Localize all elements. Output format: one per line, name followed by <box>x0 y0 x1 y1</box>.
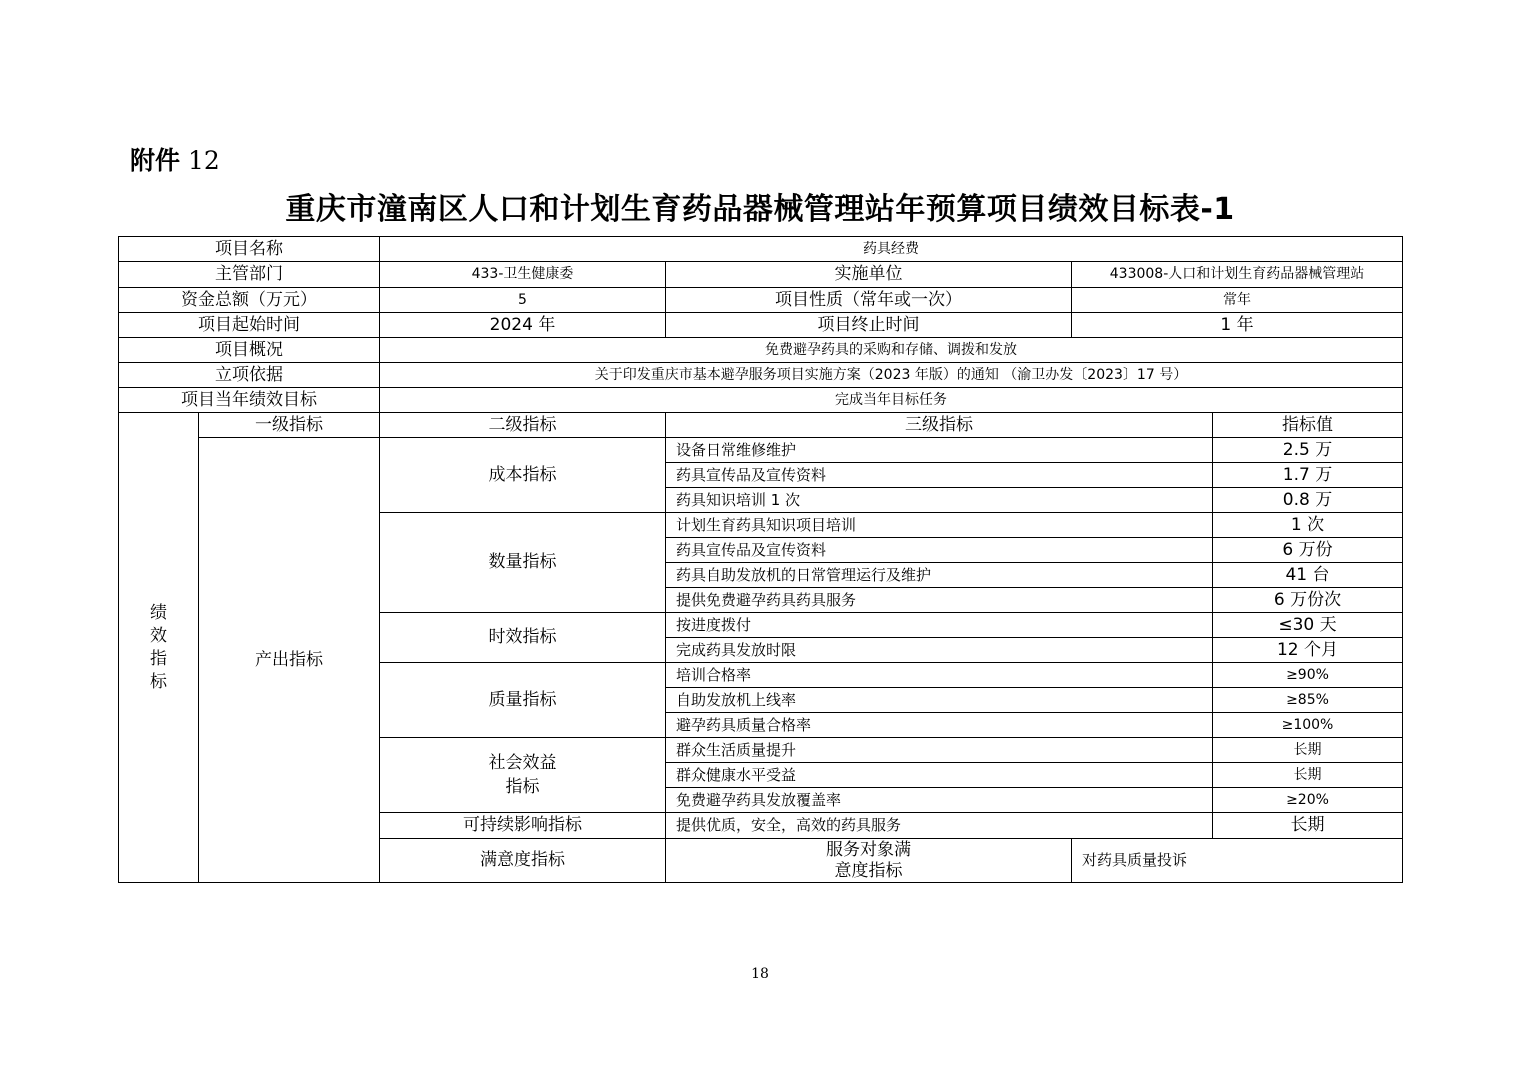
indicator-name: 药具宣传品及宣传资料 <box>666 463 1213 488</box>
satisfaction-level2 <box>666 839 1072 883</box>
group-social-label <box>380 738 666 813</box>
col-value-header: 指标值 <box>1213 413 1403 438</box>
fund-label: 资金总额（万元） <box>119 288 380 313</box>
indicator-name: 群众健康水平受益 <box>666 763 1213 788</box>
output-indicator-label: 产出指标 <box>199 438 380 883</box>
page-title: 重庆市潼南区人口和计划生育药品器械管理站年预算项目绩效目标表-1 <box>285 192 1235 227</box>
indicator-value: 1 次 <box>1213 513 1403 538</box>
overview-label: 项目概况 <box>119 338 380 363</box>
overview-value: 免费避孕药具的采购和存储、调拨和发放 <box>380 338 1403 363</box>
indicator-value: 0.8 万 <box>1213 488 1403 513</box>
end-value: 1 年 <box>1072 313 1403 338</box>
row-period <box>119 313 1403 338</box>
goal-value: 完成当年目标任务 <box>380 388 1403 413</box>
start-label: 项目起始时间 <box>119 313 380 338</box>
dept-value: 433-卫生健康委 <box>380 262 666 288</box>
row-goal <box>119 388 1403 413</box>
attachment-label-text: 附件 <box>130 146 181 175</box>
fund-value: 5 <box>380 288 666 313</box>
group-timeliness-label: 时效指标 <box>380 613 666 663</box>
row-project-name <box>119 237 1403 262</box>
group-sustainable-label: 可持续影响指标 <box>380 813 666 839</box>
indicator-name: 避孕药具质量合格率 <box>666 713 1213 738</box>
indicator-value: ≤30 天 <box>1213 613 1403 638</box>
indicator-name: 药具知识培训 1 次 <box>666 488 1213 513</box>
start-value: 2024 年 <box>380 313 666 338</box>
indicator-name: 药具宣传品及宣传资料 <box>666 538 1213 563</box>
indicator-name: 自助发放机上线率 <box>666 688 1213 713</box>
indicator-name: 计划生育药具知识项目培训 <box>666 513 1213 538</box>
indicator-value: ≥90% <box>1213 663 1403 688</box>
indicator-value: 6 万份次 <box>1213 588 1403 613</box>
indicator-value: 41 台 <box>1213 563 1403 588</box>
indicator-value: 1.7 万 <box>1213 463 1403 488</box>
table-row <box>119 438 1403 463</box>
basis-label: 立项依据 <box>119 363 380 388</box>
attachment-label <box>130 144 220 178</box>
indicator-value: 长期 <box>1213 813 1403 839</box>
indicator-value: ≥20% <box>1213 788 1403 813</box>
satisfaction-indicator-label: 满意度指标 <box>380 839 666 883</box>
unit-label: 实施单位 <box>666 262 1072 288</box>
group-social-text: 社会效益指标 <box>488 753 557 797</box>
unit-value: 433008-人口和计划生育药品器械管理站 <box>1072 262 1403 288</box>
col-level2-header: 二级指标 <box>380 413 666 438</box>
indicator-value: 长期 <box>1213 738 1403 763</box>
col-level1-header: 一级指标 <box>199 413 380 438</box>
indicator-section-label <box>119 413 199 883</box>
col-level3-header: 三级指标 <box>666 413 1213 438</box>
row-indicator-header <box>119 413 1403 438</box>
indicator-name: 培训合格率 <box>666 663 1213 688</box>
indicator-name: 完成药具发放时限 <box>666 638 1213 663</box>
project-name-value: 药具经费 <box>380 237 1403 262</box>
indicator-value: ≥100% <box>1213 713 1403 738</box>
end-label: 项目终止时间 <box>666 313 1072 338</box>
dept-label: 主管部门 <box>119 262 380 288</box>
row-department <box>119 262 1403 288</box>
indicator-name: 设备日常维修维护 <box>666 438 1213 463</box>
indicator-value: ≥85% <box>1213 688 1403 713</box>
row-basis <box>119 363 1403 388</box>
indicator-section-text: 绩效指标 <box>149 602 167 692</box>
indicator-name: 药具自助发放机的日常管理运行及维护 <box>666 563 1213 588</box>
page-number: 18 <box>751 966 769 982</box>
attachment-number: 12 <box>187 146 220 175</box>
goal-label: 项目当年绩效目标 <box>119 388 380 413</box>
group-quality-label: 质量指标 <box>380 663 666 738</box>
nature-label: 项目性质（常年或一次） <box>666 288 1072 313</box>
indicator-value: 12 个月 <box>1213 638 1403 663</box>
group-cost-label: 成本指标 <box>380 438 666 513</box>
basis-value: 关于印发重庆市基本避孕服务项目实施方案（2023 年版）的通知 （渝卫办发〔2023〕17 号） <box>380 363 1403 388</box>
row-overview <box>119 338 1403 363</box>
row-fund <box>119 288 1403 313</box>
nature-value: 常年 <box>1072 288 1403 313</box>
indicator-name: 群众生活质量提升 <box>666 738 1213 763</box>
indicator-value: 长期 <box>1213 763 1403 788</box>
group-quantity-label: 数量指标 <box>380 513 666 613</box>
indicator-value: 6 万份 <box>1213 538 1403 563</box>
indicator-name: 免费避孕药具发放覆盖率 <box>666 788 1213 813</box>
indicator-name: 提供免费避孕药具药具服务 <box>666 588 1213 613</box>
indicator-value: 2.5 万 <box>1213 438 1403 463</box>
performance-table <box>118 236 1403 883</box>
indicator-name: 按进度拨付 <box>666 613 1213 638</box>
indicator-name: 提供优质，安全，高效的药具服务 <box>666 813 1213 839</box>
satisfaction-level3: 对药具质量投诉 <box>1072 839 1403 883</box>
project-name-label: 项目名称 <box>119 237 380 262</box>
satisfaction-level2-text: 服务对象满意度指标 <box>826 839 911 881</box>
